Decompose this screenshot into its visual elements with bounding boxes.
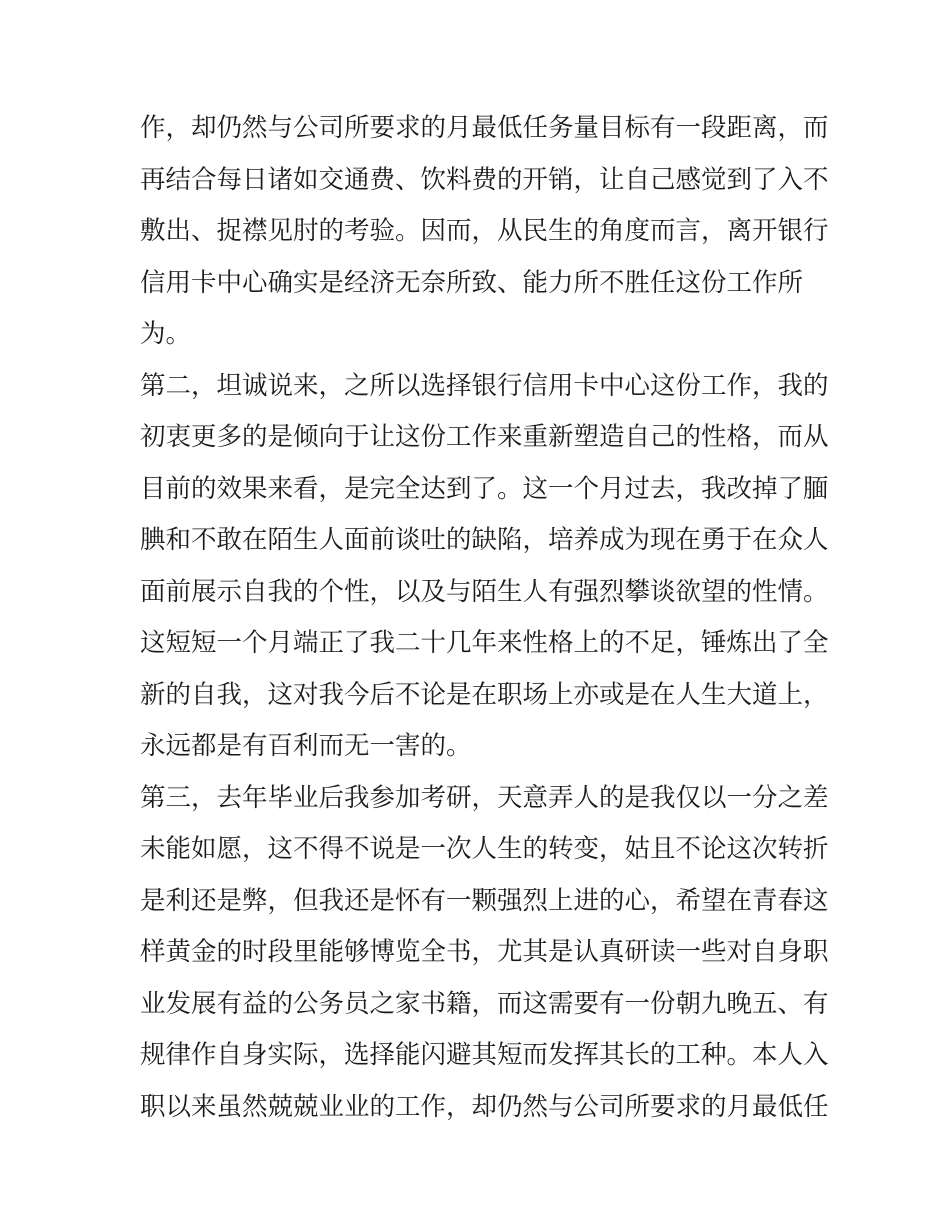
text-line: 初衷更多的是倾向于让这份工作来重新塑造自己的性格，而从: [140, 422, 829, 452]
text-line: 腆和不敢在陌生人面前谈吐的缺陷，培养成为现在勇于在众人: [140, 525, 829, 555]
text-line: 敷出、捉襟见肘的考验。因而，从民生的角度而言，离开银行: [140, 216, 829, 246]
text-line: 是利还是弊，但我还是怀有一颗强烈上进的心，希望在青春这: [140, 885, 829, 916]
text-line: 职以来虽然兢兢业业的工作，却仍然与公司所要求的月最低任: [140, 1091, 829, 1122]
text-line: 规律作自身实际，选择能闪避其短而发挥其长的工种。本人入: [140, 1040, 829, 1070]
text-line: 业发展有益的公务员之家书籍，而这需要有一份朝九晚五、有: [140, 988, 829, 1019]
text-line: 样黄金的时段里能够博览全书，尤其是认真研读一些对自身职: [140, 937, 829, 967]
text-line: 目前的效果来看，是完全达到了。这一个月过去，我改掉了腼: [140, 473, 829, 504]
text-line: 永远都是有百利而无一害的。: [140, 731, 472, 761]
body-text: [140, 103, 830, 1133]
text-line: 再结合每日诸如交通费、饮料费的开销，让自己感觉到了入不: [140, 164, 829, 195]
text-line: 未能如愿，这不得不说是一次人生的转变，姑且不论这次转折: [140, 834, 829, 864]
text-line: 面前展示自我的个性，以及与陌生人有强烈攀谈欲望的性情。: [140, 576, 829, 607]
text-line: 信用卡中心确实是经济无奈所致、能力所不胜任这份工作所: [140, 267, 804, 298]
text-line: 新的自我，这对我今后不论是在职场上亦或是在人生大道上，: [140, 679, 829, 710]
text-line: 第二，坦诚说来，之所以选择银行信用卡中心这份工作，我的: [140, 370, 829, 401]
text-line: 这短短一个月端正了我二十几年来性格上的不足，锤炼出了全: [140, 628, 829, 658]
text-line: 为。: [140, 319, 192, 349]
text-line: 第三，去年毕业后我参加考研，天意弄人的是我仅以一分之差: [140, 782, 829, 813]
text-line: 作，却仍然与公司所要求的月最低任务量目标有一段距离，而: [140, 113, 829, 143]
